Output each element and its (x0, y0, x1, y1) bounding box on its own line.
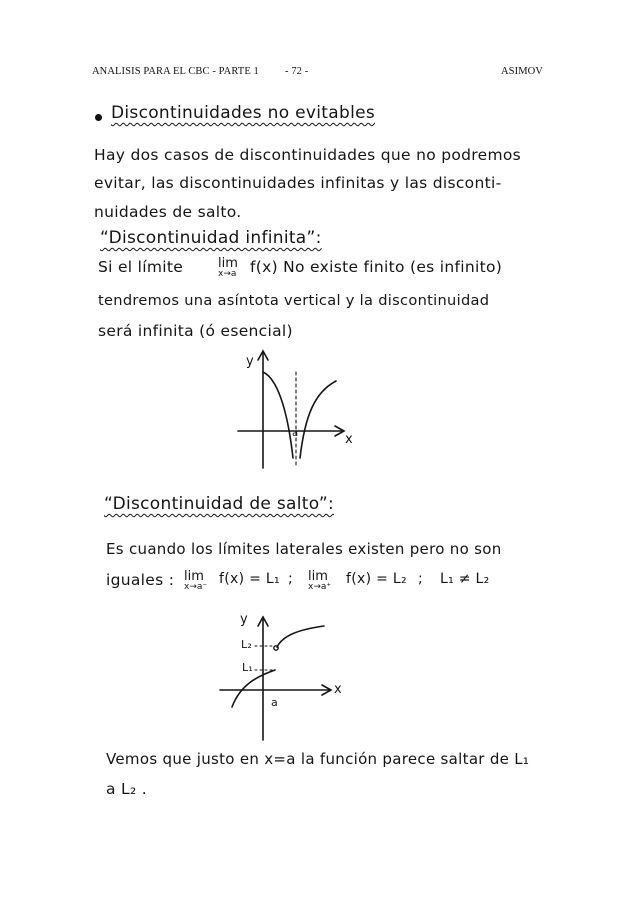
jump-line1: Es cuando los límites laterales existen pero no son (106, 540, 502, 558)
graph1-y-label: y (246, 354, 254, 369)
conclusion-line: Vemos que justo en x=a la función parece saltar de L₁ (106, 750, 530, 768)
section-title: Discontinuidades no evitables (111, 103, 376, 123)
infinite-line2: tendremos una asíntota vertical y la discontinuidad (98, 292, 490, 309)
header-title: ANALISIS PARA EL CBC - PARTE 1 (92, 66, 259, 77)
graph2-l1-label: L₁ (242, 661, 254, 674)
paragraph-line: evitar, las discontinuidades infinitas y las disconti- (94, 174, 502, 192)
page-number: - 72 - (285, 66, 309, 77)
paragraph-line: Hay dos casos de discontinuidades que no podremos (94, 146, 522, 164)
paragraph-line: nuidades de salto. (94, 203, 242, 221)
limit-subscript: x→a⁻ (184, 582, 208, 592)
right-limit-expression (308, 569, 331, 592)
left-limit-expression (184, 569, 207, 592)
limit-expression (218, 256, 238, 279)
infinite-line1-end: (es infinito) (410, 258, 503, 276)
graph2-l2-label: L₂ (241, 638, 253, 651)
separator: ; (418, 571, 424, 587)
graph1-x-label: x (345, 432, 353, 447)
limit-operator: lim (184, 569, 204, 584)
left-limit-value: f(x) = L₁ (219, 571, 280, 587)
infinite-title: “Discontinuidad infinita”: (100, 228, 322, 248)
graph2-x-label: x (334, 682, 342, 697)
limit-subscript: x→a⁺ (308, 582, 332, 592)
limit-operator: lim (218, 256, 238, 271)
infinite-line3: será infinita (ó esencial) (98, 322, 293, 340)
limit-operator: lim (308, 569, 328, 584)
graph2-a-label: a (271, 696, 279, 709)
right-limit-value: f(x) = L₂ (346, 571, 407, 587)
limit-subscript: x→a (218, 269, 237, 279)
jump-title: “Discontinuidad de salto”: (104, 494, 334, 514)
graph2-y-label: y (240, 612, 248, 627)
header-brand: ASIMOV (500, 66, 543, 77)
separator: ; (288, 571, 294, 587)
inequality: L₁ ≠ L₂ (440, 571, 490, 587)
conclusion-line: a L₂ . (106, 780, 147, 798)
infinite-line1-start: Si el límite (98, 258, 184, 276)
infinite-line1-mid: f(x) No existe finito (250, 258, 405, 276)
graph1-a-label: a (292, 428, 299, 439)
jump-line2-start: iguales : (106, 571, 175, 589)
bullet-dot (95, 114, 102, 121)
